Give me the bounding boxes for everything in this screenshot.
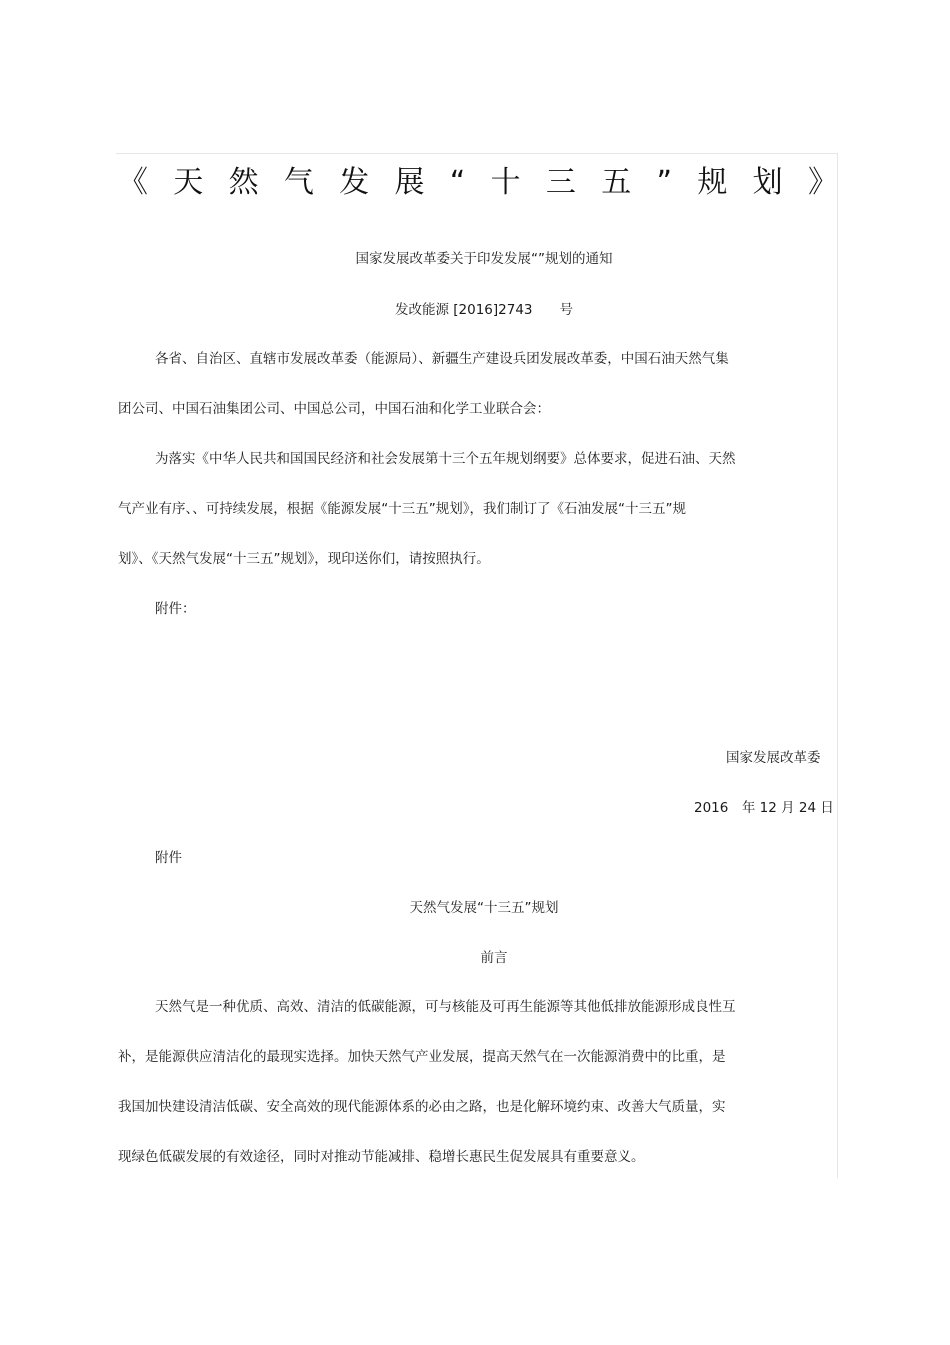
attachment-label: 附件： — [155, 601, 196, 617]
title-char: ” — [656, 165, 673, 200]
preface-line-4: 现绿色低碳发展的有效途径，同时对推动节能减排、稳增长惠民生促发展具有重要意义。 — [118, 1149, 645, 1165]
title-char: 划 — [752, 165, 783, 200]
addressee-line-2: 团公司、中国石油集团公司、中国总公司，中国石油和化学工业联合会： — [118, 401, 550, 417]
addressee-line-1: 各省、自治区、直辖市发展改革委（能源局）、新疆生产建设兵团发展改革委，中国石油天然气集 — [155, 351, 729, 367]
title-char: 发 — [339, 165, 370, 200]
notice-heading: 国家发展改革委关于印发发展“”规划的通知 — [355, 251, 613, 267]
preface-line-1: 天然气是一种优质、高效、清洁的低碳能源，可与核能及可再生能源等其他低排放能源形成良性互 — [155, 999, 736, 1015]
issuer-signature: 国家发展改革委 — [726, 750, 821, 766]
issue-date: 2016 年 12 月 24 日 — [694, 800, 834, 816]
document-title — [118, 160, 838, 206]
title-char: 五 — [601, 165, 632, 200]
title-char: 天 — [173, 165, 204, 200]
title-char: 三 — [545, 165, 576, 200]
attachment-heading: 附件 — [155, 850, 182, 866]
title-char: 气 — [283, 165, 314, 200]
body-line-1: 为落实《中华人民共和国国民经济和社会发展第十三个五年规划纲要》总体要求，促进石油、天然 — [155, 451, 736, 467]
title-char: 展 — [394, 165, 425, 200]
body-line-3: 划》、《天然气发展“十三五”规划》，现印送你们，请按照执行。 — [118, 551, 490, 567]
title-char: 十 — [490, 165, 521, 200]
title-char: 》 — [807, 165, 838, 200]
title-char: 规 — [697, 165, 728, 200]
preface-line-2: 补，是能源供应清洁化的最现实选择。加快天然气产业发展，提高天然气在一次能源消费中的比重，是 — [118, 1049, 726, 1065]
plan-title: 天然气发展“十三五”规划 — [409, 900, 559, 916]
preface-title: 前言 — [480, 950, 508, 966]
title-char: “ — [449, 165, 466, 200]
preface-line-3: 我国加快建设清洁低碳、安全高效的现代能源体系的必由之路，也是化解环境约束、改善大气质量，实 — [118, 1099, 726, 1115]
title-char: 然 — [228, 165, 259, 200]
body-line-2: 气产业有序、、可持续发展，根据《能源发展“十三五”规划》，我们制订了《石油发展“十三五”规 — [118, 501, 686, 517]
document-number: 发改能源 [2016]2743 号 — [394, 302, 574, 318]
title-char: 《 — [118, 165, 148, 200]
page-border-top — [116, 153, 838, 154]
